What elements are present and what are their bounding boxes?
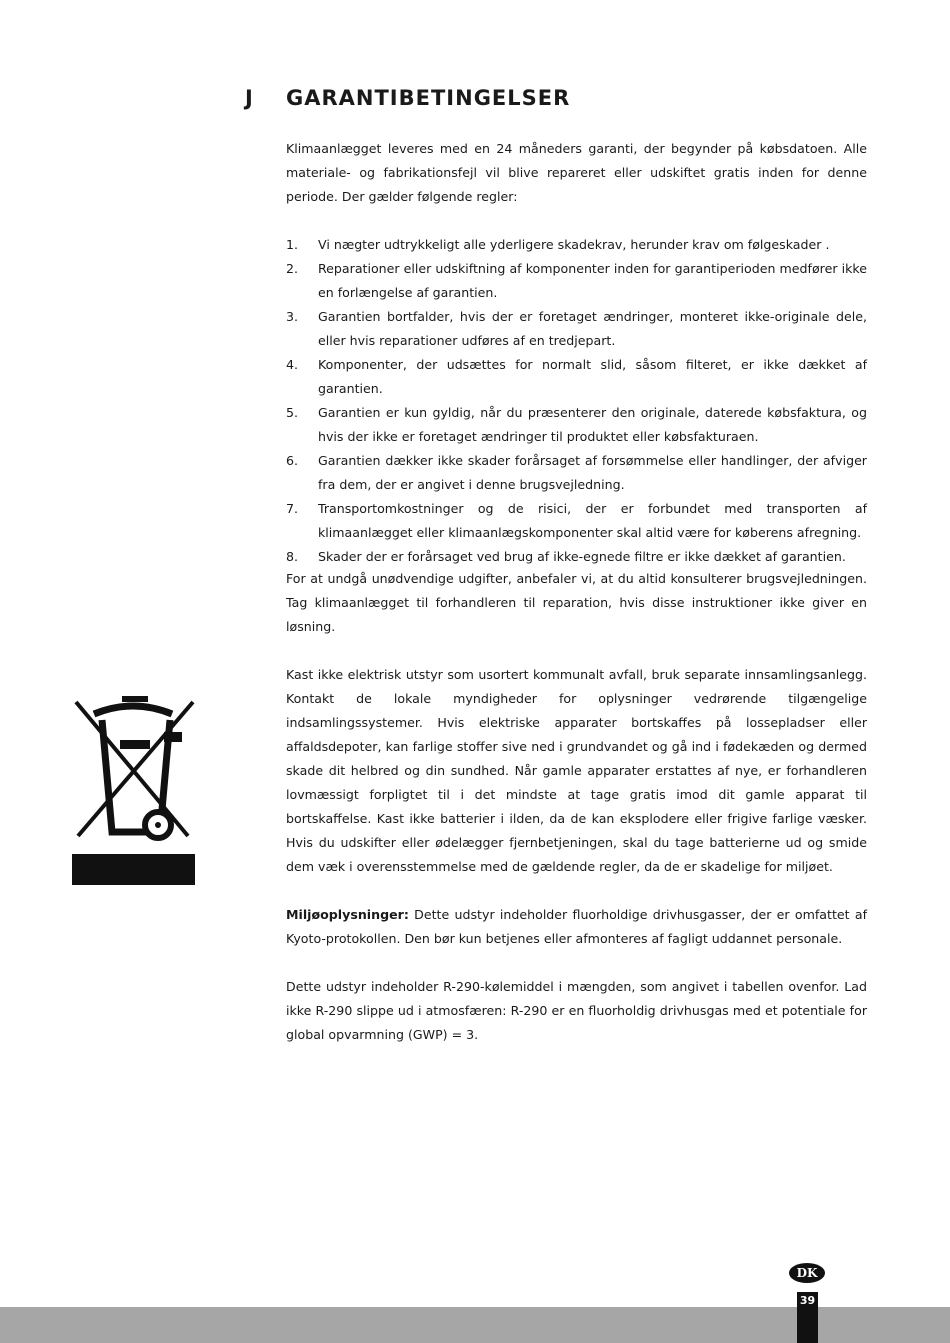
list-item <box>286 305 867 353</box>
list-item <box>286 497 867 545</box>
environment-label: Miljøoplysninger: <box>286 907 409 922</box>
list-item <box>286 353 867 401</box>
list-item <box>286 401 867 449</box>
list-item-number: 2. <box>286 261 299 276</box>
list-item-text: Garantien er kun gyldig, når du præsenterer den originale, daterede købsfaktura, og hvis der ikke er foretaget ændringer til produktet eller købsfakturaen. <box>318 405 867 444</box>
list-item-text: Skader der er forårsaget ved brug af ikke-egnede filtre er ikke dækket af garantien. <box>318 549 846 564</box>
section-letter: J <box>245 86 254 110</box>
page-number: 39 <box>799 1294 816 1307</box>
environment-paragraph <box>286 903 867 951</box>
list-item-text: Komponenter, der udsættes for normalt slid, såsom filteret, er ikke dækket af garantien. <box>318 357 867 396</box>
list-item-number: 5. <box>286 405 299 420</box>
intro-paragraph: Klimaanlægget leveres med en 24 måneders garanti, der begynder på købsdatoen. Alle materiale- og fabrikationsfejl vil blive repareret eller udskiftet gratis inden for denne periode. Der gælder følgende regler: <box>286 141 867 204</box>
refrigerant-paragraph: Dette udstyr indeholder R-290-kølemiddel i mængden, som angivet i tabellen ovenfor. Lad ikke R-290 slippe ud i atmosfæren: R-290 er en fluorholdig drivhusgas med et potentiale for global opvarmning (GWP) = 3. <box>286 979 867 1042</box>
list-item <box>286 449 867 497</box>
list-item-number: 1. <box>286 237 299 252</box>
crossed-out-wheelie-bin-icon <box>72 694 195 886</box>
list-item-number: 8. <box>286 549 299 564</box>
list-item-number: 4. <box>286 357 299 372</box>
list-item-text: Transportomkostninger og de risici, der er forbundet med transporten af klimaanlægget eller klimaanlægskomponenter skal altid være for køberens afregning. <box>318 501 867 540</box>
list-item <box>286 233 867 257</box>
list-item <box>286 257 867 305</box>
section-title: GARANTIBETINGELSER <box>286 86 571 110</box>
list-item-number: 6. <box>286 453 299 468</box>
country-badge: DK <box>789 1263 825 1283</box>
warranty-rules-list <box>286 233 867 569</box>
list-item-text: Garantien dækker ikke skader forårsaget af forsømmelse eller handlinger, der afviger fra dem, der er angivet i denne brugsvejledning. <box>318 453 867 492</box>
list-item-text: Reparationer eller udskiftning af komponenter inden for garantiperioden medfører ikke en forlængelse af garantien. <box>318 261 867 300</box>
list-item-text: Garantien bortfalder, hvis der er foretaget ændringer, monteret ikke-originale dele, eller hvis reparationer udføres af en tredjepart. <box>318 309 867 348</box>
list-item-text: Vi nægter udtrykkeligt alle yderligere skadekrav, herunder krav om følgeskader . <box>318 237 830 252</box>
disposal-paragraph: Kast ikke elektrisk utstyr som usortert kommunalt avfall, bruk separate innsamlingsanlegg. Kontakt de lokale myndigheder for oplysninger vedrørende tilgængelige indsamlingssystemer. Hvis elektriske apparater bortskaffes på lossepladser eller affaldsdepoter, kan farlige stoffer sive ned i grundvandet og gå ind i fødekæden og dermed skade dit helbred og din sundhed. Når gamle apparater erstattes af nye, er forhandleren lovmæssigt forpligtet til i det mindste at tage gratis imod dit gamle apparat til bortskaffelse. Kast ikke batterier i ilden, da de kan eksplodere eller frigive farlige væsker. Hvis du udskifter eller ødelægger fjernbetjeningen, skal du tage batterierne ud og smide dem væk i overensstemmelse med de gældende regler, da de er skadelige for miljøet. <box>286 667 867 874</box>
advice-paragraph: For at undgå unødvendige udgifter, anbefaler vi, at du altid konsulterer brugsvejledningen. Tag klimaanlægget til forhandleren til reparation, hvis disse instruktioner ikke giver en løsning. <box>286 571 867 634</box>
list-item <box>286 545 867 569</box>
environment-text: Dette udstyr indeholder fluorholdige drivhusgasser, der er omfattet af Kyoto-protokollen. Den bør kun betjenes eller afmonteres af fagligt uddannet personale. <box>286 907 867 946</box>
list-item-number: 3. <box>286 309 299 324</box>
list-item-number: 7. <box>286 501 299 516</box>
